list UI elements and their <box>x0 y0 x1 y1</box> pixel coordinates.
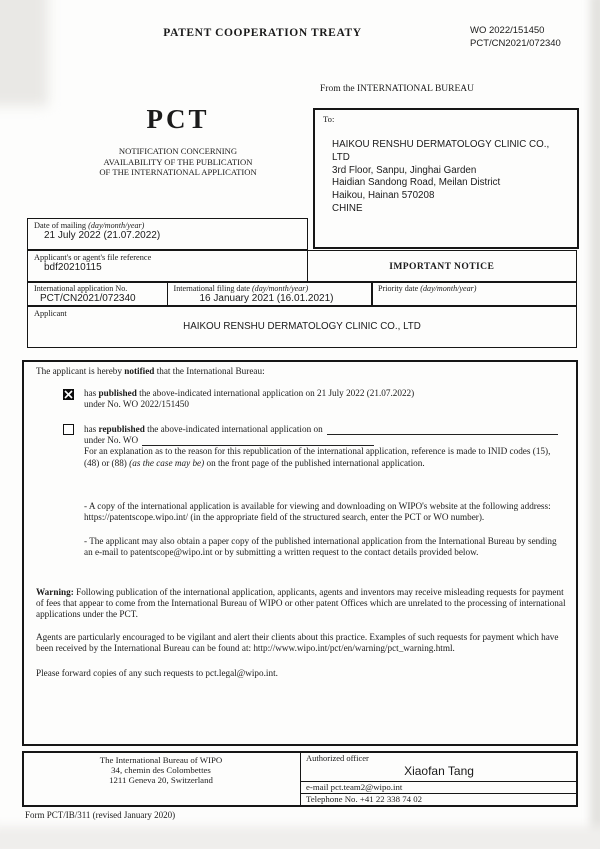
footer-divider <box>300 751 301 807</box>
recipient-address-box <box>313 108 579 249</box>
applicant-field <box>27 306 577 348</box>
form-identifier: Form PCT/IB/311 (revised January 2020) <box>25 810 176 820</box>
to-label: To: <box>323 114 335 124</box>
date-of-mailing-value: 21 July 2022 (21.07.2022) <box>44 230 161 241</box>
published-number-line: under No. WO 2022/151450 <box>84 399 189 410</box>
address-line: Haikou, Hainan 570208 <box>332 190 435 202</box>
application-number-field <box>27 282 168 306</box>
published-statement: has published the above-indicated international application on 21 July 2022 (21.07.2022) under No. WO 2022/151450 <box>84 388 558 410</box>
date-format-note: (day/month/year) <box>251 284 309 293</box>
address-line: 3rd Floor, Sanpu, Jinghai Garden <box>332 164 477 176</box>
republished-number-line: under No. WO <box>84 435 139 446</box>
checked-checkbox-icon <box>63 389 74 400</box>
unchecked-checkbox-icon <box>63 424 74 435</box>
warning-paragraph: Warning: Following publication of the international application, applicants, agents and inventors may receive misleading requests for payment of fees that appear to come from the International Bureau of WIPO or other patent Offices which are unrelated to the processing of international applications under the PCT. <box>36 587 566 620</box>
from-bureau-line: From the INTERNATIONAL BUREAU <box>320 84 475 94</box>
forward-requests-paragraph: Please forward copies of any such requests to pct.legal@wipo.int. <box>36 668 278 678</box>
pct-number: PCT/CN2021/072340 <box>470 38 561 49</box>
bureau-address: The International Bureau of WIPO 34, chemin des Colombettes 1211 Geneva 20, Switzerland <box>99 755 223 785</box>
scan-smudge <box>0 826 600 849</box>
wo-number: WO 2022/151450 <box>470 25 545 36</box>
applicant-value: HAIKOU RENSHU DERMATOLOGY CLINIC CO., LTD <box>183 321 421 332</box>
republication-explanation: For an explanation as to the reason for this republication of the international application, reference is made to INID codes (15), (48) or (88) (as the case may be) on the front page of the published international application. <box>84 446 551 468</box>
date-format-note: (day/month/year) <box>88 221 145 230</box>
address-line: HAIKOU RENSHU DERMATOLOGY CLINIC CO., <box>332 139 550 150</box>
pct-logo: PCT <box>146 104 210 134</box>
file-reference-label: Applicant's or agent's file reference <box>34 253 152 262</box>
application-number-label: International application No. <box>34 284 128 293</box>
notified-intro: The applicant is hereby notified that the International Bureau: <box>36 366 265 376</box>
scan-smudge <box>590 0 600 849</box>
scan-smudge <box>0 0 48 106</box>
filing-date-value: 16 January 2021 (16.01.2021) <box>199 293 334 304</box>
form-subtitle: NOTIFICATION CONCERNING AVAILABILITY OF THE PUBLICATION OF THE INTERNATIONAL APPLICATION <box>99 146 257 178</box>
filing-date-label: International filing date <box>173 284 250 293</box>
fill-in-line <box>327 424 558 435</box>
address-line: LTD <box>332 151 350 163</box>
paper-copy-paragraph: - The applicant may also obtain a paper copy of the published international application from the International Bureau by sending an e-mail to patentscope@wipo.int or by submitting a written request to the contact details provided below. <box>84 536 557 558</box>
treaty-title: PATENT COOPERATION TREATY <box>163 27 362 39</box>
file-reference-field <box>27 250 308 282</box>
fill-in-line <box>142 435 374 446</box>
application-number-value: PCT/CN2021/072340 <box>40 293 136 304</box>
date-of-mailing-field <box>27 218 308 250</box>
address-line: CHINE <box>332 202 363 214</box>
officer-telephone: Telephone No. +41 22 338 74 02 <box>306 794 423 804</box>
authorized-officer-label: Authorized officer <box>306 753 369 763</box>
filing-date-field <box>167 282 373 306</box>
important-notice-label: IMPORTANT NOTICE <box>389 260 495 272</box>
authorized-officer-name: Xiaofan Tang <box>404 764 474 778</box>
publication-reference <box>470 24 561 50</box>
priority-date-field <box>371 282 577 306</box>
address-line: Haidian Sandong Road, Meilan District <box>332 177 501 189</box>
priority-date-label: Priority date <box>378 284 419 293</box>
officer-email: e-mail pct.team2@wipo.int <box>306 782 403 792</box>
agents-paragraph: Agents are particularly encouraged to be vigilant and alert their clients about this practice. Examples of such requests for payment which have been received by the International Bureau can be found at: http://www.wipo.int/pct/en/warning/pct_warning.html. <box>36 632 559 654</box>
important-notice-box <box>307 250 578 282</box>
republished-statement: has republished the above-indicated international application on under No. WO For an explanation as to the reason for this republication of the international application, reference is made to INID codes (15), (48) or (88) (as the case may be) on the front page of the published international application. <box>84 424 558 469</box>
recipient-address <box>332 139 549 216</box>
file-reference-value: bdf20210115 <box>44 262 102 273</box>
date-format-note: (day/month/year) <box>420 284 477 293</box>
copy-availability-paragraph: - A copy of the international application is available for viewing and downloading on WIPO's website at the following address: https://patentscope.wipo.int/ (in the appropriate field of the structured search, enter the PCT or WO number). <box>84 501 551 523</box>
applicant-label: Applicant <box>34 309 67 318</box>
date-of-mailing-label: Date of mailing <box>34 221 87 230</box>
